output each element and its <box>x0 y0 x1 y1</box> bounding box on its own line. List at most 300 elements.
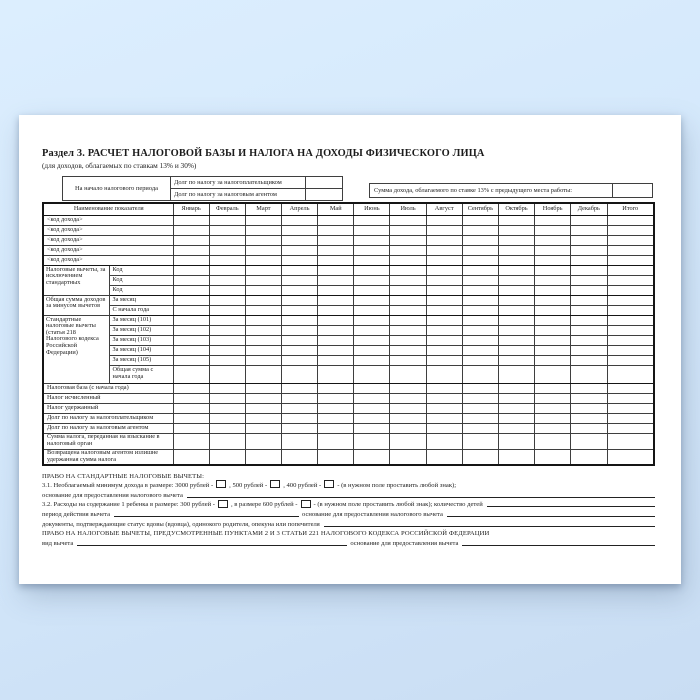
debt-agent-total-cell <box>607 423 654 433</box>
standard-deductions-row-3-month-6-cell <box>354 335 390 345</box>
header-boxes-row <box>42 176 658 201</box>
month-header-4: Апрель <box>281 203 317 215</box>
standard-deductions-row-6-month-4-cell <box>281 365 317 383</box>
income-code-month-8-cell <box>426 235 462 245</box>
tax-returned-by-agent-month-8-cell <box>426 449 462 465</box>
income-code-total-cell <box>607 215 654 225</box>
debt-agent-label: Долг по налогу за налоговым агентом <box>43 423 173 433</box>
tax-base-month-5-cell <box>318 383 354 393</box>
income-code-month-11-cell <box>535 235 571 245</box>
standard-deductions-row-1-month-3-cell <box>245 315 281 325</box>
tax-withheld-month-4-cell <box>281 403 317 413</box>
tax-base-month-10-cell <box>498 383 534 393</box>
standard-deductions-row-4-month-2-cell <box>209 345 245 355</box>
total-header-cell: Итого <box>607 203 654 215</box>
standard-deductions-row-2-month-12-cell <box>571 325 607 335</box>
line-3-2-text-2: , в размере 600 рублей - <box>231 501 298 509</box>
income-code-month-3-cell <box>245 245 281 255</box>
income-code-month-4-cell <box>281 235 317 245</box>
documents-blank-line <box>324 526 655 527</box>
tax-returned-by-agent-month-11-cell <box>535 449 571 465</box>
standard-deductions-row-2-month-10-cell <box>498 325 534 335</box>
tax-returned-by-agent-month-7-cell <box>390 449 426 465</box>
month-header-10: Октябрь <box>498 203 534 215</box>
income-code-month-8-cell <box>426 255 462 265</box>
period-start-label: На начало налогового периода <box>63 177 171 201</box>
income-minus-deductions-row-2-month-7-cell <box>390 305 426 315</box>
non-standard-deductions-row-1-month-9-cell <box>462 265 498 275</box>
non-standard-deductions-label: Налоговые вычеты, за исключением стандартных <box>43 265 109 295</box>
deduction-type-blank-line <box>77 545 347 546</box>
month-header-8: Август <box>426 203 462 215</box>
tax-assessed-month-12-cell <box>571 393 607 403</box>
income-code-month-1-cell <box>173 235 209 245</box>
income-minus-deductions-row-1-month-7-cell <box>390 295 426 305</box>
page-subtitle: (для доходов, облагаемых по ставкам 13% и 30%) <box>42 161 197 170</box>
month-header-12: Декабрь <box>571 203 607 215</box>
non-standard-deductions-row-2-month-5-cell <box>318 275 354 285</box>
income-minus-deductions-row-2-month-4-cell <box>281 305 317 315</box>
tax-returned-by-agent-total-cell <box>607 449 654 465</box>
income-minus-deductions-row-2-total-cell <box>607 305 654 315</box>
standard-deductions-row-5-month-4-cell <box>281 355 317 365</box>
income-minus-deductions-row-1-month-2-cell <box>209 295 245 305</box>
income-minus-deductions-label: Общая сумма доходов за минусом вычетов <box>43 295 109 315</box>
professional-deductions-heading: ПРАВО НА НАЛОГОВЫЕ ВЫЧЕТЫ, ПРЕДУСМОТРЕННЫЕ ПУНКТАМИ 2 И 3 СТАТЬИ 221 НАЛОГОВОГО КОДЕКСА РОССИЙСКОЙ ФЕДЕРАЦИИ <box>42 530 490 538</box>
non-standard-deductions-row-3-month-9-cell <box>462 285 498 295</box>
income-code-label: <код дохода> <box>43 235 173 245</box>
line-documents <box>42 518 658 528</box>
income-code-month-8-cell <box>426 225 462 235</box>
standard-deductions-row-3-month-4-cell <box>281 335 317 345</box>
income-code-month-6-cell <box>354 245 390 255</box>
standard-deductions-row-1-month-8-cell <box>426 315 462 325</box>
income-code-label: <код дохода> <box>43 255 173 265</box>
non-standard-deductions-row-3-month-4-cell <box>281 285 317 295</box>
checkbox-400-rub <box>324 480 334 488</box>
non-standard-deductions-row-3-month-11-cell <box>535 285 571 295</box>
income-code-month-4-cell <box>281 255 317 265</box>
income-code-month-10-cell <box>498 245 534 255</box>
non-standard-deductions-subrow-3-label: Код <box>109 285 173 295</box>
tax-base-month-11-cell <box>535 383 571 393</box>
checkbox-3000-rub <box>216 480 226 488</box>
standard-deductions-row-3-month-2-cell <box>209 335 245 345</box>
standard-deductions-row-5-month-7-cell <box>390 355 426 365</box>
deductions-section <box>42 470 658 547</box>
non-standard-deductions-row-2-month-4-cell <box>281 275 317 285</box>
debt-taxpayer-month-8-cell <box>426 413 462 423</box>
tax-withheld-month-1-cell <box>173 403 209 413</box>
tax-assessed-month-2-cell <box>209 393 245 403</box>
income-code-label: <код дохода> <box>43 215 173 225</box>
non-standard-deductions-row-1-month-1-cell <box>173 265 209 275</box>
standard-deductions-row-2-month-9-cell <box>462 325 498 335</box>
non-standard-deductions-row-2-month-7-cell <box>390 275 426 285</box>
tax-sent-for-collection-month-12-cell <box>571 433 607 449</box>
tax-base-month-8-cell <box>426 383 462 393</box>
debt-taxpayer-month-7-cell <box>390 413 426 423</box>
tax-assessed-month-5-cell <box>318 393 354 403</box>
tax-assessed-month-8-cell <box>426 393 462 403</box>
month-header-2: Февраль <box>209 203 245 215</box>
income-minus-deductions-row-2-month-10-cell <box>498 305 534 315</box>
standard-deductions-row-2-month-1-cell <box>173 325 209 335</box>
standard-deductions-row-6-month-8-cell <box>426 365 462 383</box>
debt-taxpayer-value-box <box>306 177 343 189</box>
standard-deductions-row-1-month-4-cell <box>281 315 317 325</box>
tax-withheld-month-9-cell <box>462 403 498 413</box>
tax-withheld-month-12-cell <box>571 403 607 413</box>
standard-deductions-row-5-month-3-cell <box>245 355 281 365</box>
basis-3-2-blank-line <box>447 516 655 517</box>
debt-agent-month-4-cell <box>281 423 317 433</box>
debt-taxpayer-month-1-cell <box>173 413 209 423</box>
income-code-month-7-cell <box>390 215 426 225</box>
income-code-month-10-cell <box>498 255 534 265</box>
non-standard-deductions-row-3-month-1-cell <box>173 285 209 295</box>
standard-deductions-row-5-month-5-cell <box>318 355 354 365</box>
non-standard-deductions-row-2-month-2-cell <box>209 275 245 285</box>
tax-returned-by-agent-month-9-cell <box>462 449 498 465</box>
line-3-2-text-1: 3.2. Расходы на содержание 1 ребенка в размере: 300 рублей - <box>42 501 215 509</box>
tax-base-month-4-cell <box>281 383 317 393</box>
tax-sent-for-collection-label: Сумма налога, переданная на взыскание в налоговый орган <box>43 433 173 449</box>
standard-deductions-row-5-month-10-cell <box>498 355 534 365</box>
debt-taxpayer-month-5-cell <box>318 413 354 423</box>
tax-withheld-month-5-cell <box>318 403 354 413</box>
period-label: период действия вычета <box>42 510 111 518</box>
opening-balance-table <box>62 176 343 201</box>
tax-returned-by-agent-label: Возвращена налоговым агентом излишне удержанная сумма налога <box>43 449 173 465</box>
debt-taxpayer-label: Долг по налогу за налогоплательщиком <box>171 177 306 189</box>
income-minus-deductions-row-1-month-1-cell <box>173 295 209 305</box>
standard-deductions-row-5-month-9-cell <box>462 355 498 365</box>
income-code-month-6-cell <box>354 235 390 245</box>
income-code-month-1-cell <box>173 215 209 225</box>
tax-assessed-month-4-cell <box>281 393 317 403</box>
income-code-month-2-cell <box>209 235 245 245</box>
standard-deductions-row-6-month-6-cell <box>354 365 390 383</box>
income-code-month-1-cell <box>173 245 209 255</box>
standard-deductions-row-6-month-9-cell <box>462 365 498 383</box>
income-code-month-12-cell <box>571 215 607 225</box>
tax-returned-by-agent-month-10-cell <box>498 449 534 465</box>
standard-deductions-row-5-month-1-cell <box>173 355 209 365</box>
standard-deductions-row-4-month-8-cell <box>426 345 462 355</box>
income-code-month-7-cell <box>390 225 426 235</box>
income-code-month-9-cell <box>462 225 498 235</box>
tax-withheld-total-cell <box>607 403 654 413</box>
tax-sent-for-collection-month-11-cell <box>535 433 571 449</box>
tax-base-month-9-cell <box>462 383 498 393</box>
debt-agent-month-3-cell <box>245 423 281 433</box>
income-code-month-3-cell <box>245 235 281 245</box>
income-code-month-2-cell <box>209 245 245 255</box>
standard-deductions-row-3-total-cell <box>607 335 654 345</box>
tax-withheld-month-10-cell <box>498 403 534 413</box>
tax-withheld-month-3-cell <box>245 403 281 413</box>
tax-sent-for-collection-month-6-cell <box>354 433 390 449</box>
income-minus-deductions-row-1-month-5-cell <box>318 295 354 305</box>
income-code-month-1-cell <box>173 255 209 265</box>
month-header-3: Март <box>245 203 281 215</box>
debt-taxpayer-month-12-cell <box>571 413 607 423</box>
income-minus-deductions-row-1-month-9-cell <box>462 295 498 305</box>
standard-deductions-row-5-month-6-cell <box>354 355 390 365</box>
month-header-6: Июнь <box>354 203 390 215</box>
page-title: Раздел 3. РАСЧЕТ НАЛОГОВОЙ БАЗЫ И НАЛОГА НА ДОХОДЫ ФИЗИЧЕСКОГО ЛИЦА <box>42 148 485 159</box>
debt-agent-month-1-cell <box>173 423 209 433</box>
checkbox-300-rub <box>218 500 228 508</box>
income-code-month-11-cell <box>535 245 571 255</box>
income-minus-deductions-row-2-month-8-cell <box>426 305 462 315</box>
debt-agent-month-11-cell <box>535 423 571 433</box>
tax-assessed-month-11-cell <box>535 393 571 403</box>
standard-deductions-row-5-month-11-cell <box>535 355 571 365</box>
standard-deductions-row-5-total-cell <box>607 355 654 365</box>
income-code-month-6-cell <box>354 255 390 265</box>
basis-3-2-label: основание для предоставления налогового вычета <box>302 510 443 518</box>
income-code-month-7-cell <box>390 255 426 265</box>
tax-returned-by-agent-month-6-cell <box>354 449 390 465</box>
debt-agent-month-9-cell <box>462 423 498 433</box>
income-minus-deductions-row-1-month-12-cell <box>571 295 607 305</box>
deduction-type-basis-blank-line <box>462 545 655 546</box>
standard-deductions-row-4-month-11-cell <box>535 345 571 355</box>
tax-returned-by-agent-month-4-cell <box>281 449 317 465</box>
standard-deductions-row-1-month-12-cell <box>571 315 607 325</box>
non-standard-deductions-row-3-month-6-cell <box>354 285 390 295</box>
non-standard-deductions-row-2-month-8-cell <box>426 275 462 285</box>
standard-deductions-row-4-month-4-cell <box>281 345 317 355</box>
standard-deductions-row-3-month-1-cell <box>173 335 209 345</box>
non-standard-deductions-subrow-1-label: Код <box>109 265 173 275</box>
income-minus-deductions-row-2-month-6-cell <box>354 305 390 315</box>
non-standard-deductions-row-2-total-cell <box>607 275 654 285</box>
income-minus-deductions-row-2-month-9-cell <box>462 305 498 315</box>
income-code-month-3-cell <box>245 225 281 235</box>
debt-taxpayer-month-3-cell <box>245 413 281 423</box>
tax-sent-for-collection-month-3-cell <box>245 433 281 449</box>
standard-deductions-row-4-month-3-cell <box>245 345 281 355</box>
standard-deductions-row-2-month-7-cell <box>390 325 426 335</box>
standard-deductions-row-2-month-2-cell <box>209 325 245 335</box>
standard-deductions-row-4-month-9-cell <box>462 345 498 355</box>
tax-base-month-7-cell <box>390 383 426 393</box>
line-3-1-text-2: , 500 рублей - <box>229 482 268 490</box>
income-code-total-cell <box>607 255 654 265</box>
standard-deductions-row-3-month-7-cell <box>390 335 426 345</box>
income-code-month-10-cell <box>498 225 534 235</box>
non-standard-deductions-row-3-month-3-cell <box>245 285 281 295</box>
income-code-month-6-cell <box>354 225 390 235</box>
tax-sent-for-collection-month-4-cell <box>281 433 317 449</box>
standard-deductions-row-6-month-11-cell <box>535 365 571 383</box>
non-standard-deductions-row-1-month-6-cell <box>354 265 390 275</box>
tax-sent-for-collection-month-8-cell <box>426 433 462 449</box>
tax-returned-by-agent-month-1-cell <box>173 449 209 465</box>
tax-returned-by-agent-month-5-cell <box>318 449 354 465</box>
standard-deductions-row-6-month-10-cell <box>498 365 534 383</box>
income-minus-deductions-row-2-month-1-cell <box>173 305 209 315</box>
documents-label: документы, подтверждающие статус вдовы (вдовца), одинокого родителя, опекуна или попечителя <box>42 520 320 528</box>
non-standard-deductions-row-2-month-6-cell <box>354 275 390 285</box>
income-code-month-5-cell <box>318 255 354 265</box>
tax-sent-for-collection-total-cell <box>607 433 654 449</box>
debt-agent-month-2-cell <box>209 423 245 433</box>
income-code-month-4-cell <box>281 215 317 225</box>
non-standard-deductions-row-2-month-1-cell <box>173 275 209 285</box>
standard-deductions-row-1-month-9-cell <box>462 315 498 325</box>
tax-assessed-total-cell <box>607 393 654 403</box>
tax-assessed-label: Налог исчисленный <box>43 393 173 403</box>
debt-taxpayer-month-9-cell <box>462 413 498 423</box>
tax-sent-for-collection-month-5-cell <box>318 433 354 449</box>
income-code-month-3-cell <box>245 215 281 225</box>
line-3-1-text-4: - (в нужном поле проставить любой знак); <box>337 482 457 490</box>
tax-withheld-month-7-cell <box>390 403 426 413</box>
non-standard-deductions-row-2-month-11-cell <box>535 275 571 285</box>
standard-deductions-row-1-month-2-cell <box>209 315 245 325</box>
standard-deductions-row-6-month-7-cell <box>390 365 426 383</box>
standard-deductions-row-2-month-6-cell <box>354 325 390 335</box>
form-page <box>19 115 681 584</box>
tax-sent-for-collection-month-10-cell <box>498 433 534 449</box>
deduction-type-label: вид вычета <box>42 539 74 547</box>
income-code-total-cell <box>607 225 654 235</box>
income-code-month-7-cell <box>390 235 426 245</box>
income-code-month-12-cell <box>571 245 607 255</box>
standard-deductions-row-2-month-11-cell <box>535 325 571 335</box>
standard-deductions-row-3-month-12-cell <box>571 335 607 345</box>
standard-deductions-row-3-month-9-cell <box>462 335 498 345</box>
debt-agent-month-7-cell <box>390 423 426 433</box>
income-code-month-2-cell <box>209 225 245 235</box>
income-code-month-9-cell <box>462 255 498 265</box>
standard-deductions-row-1-month-5-cell <box>318 315 354 325</box>
debt-taxpayer-month-4-cell <box>281 413 317 423</box>
income-code-month-1-cell <box>173 225 209 235</box>
income-code-month-11-cell <box>535 215 571 225</box>
tax-withheld-month-11-cell <box>535 403 571 413</box>
non-standard-deductions-row-1-month-2-cell <box>209 265 245 275</box>
income-code-month-5-cell <box>318 245 354 255</box>
tax-assessed-month-7-cell <box>390 393 426 403</box>
tax-returned-by-agent-month-2-cell <box>209 449 245 465</box>
standard-deductions-row-6-total-cell <box>607 365 654 383</box>
non-standard-deductions-row-3-month-12-cell <box>571 285 607 295</box>
debt-taxpayer-month-10-cell <box>498 413 534 423</box>
tax-sent-for-collection-month-2-cell <box>209 433 245 449</box>
tax-sent-for-collection-month-1-cell <box>173 433 209 449</box>
non-standard-deductions-row-2-month-10-cell <box>498 275 534 285</box>
income-minus-deductions-row-2-month-12-cell <box>571 305 607 315</box>
income-code-month-4-cell <box>281 245 317 255</box>
standard-deductions-row-2-month-3-cell <box>245 325 281 335</box>
income-code-month-2-cell <box>209 215 245 225</box>
debt-agent-label: Долг по налогу за налоговым агентом <box>171 189 306 201</box>
standard-deductions-row-2-month-4-cell <box>281 325 317 335</box>
tax-withheld-month-2-cell <box>209 403 245 413</box>
non-standard-deductions-row-1-month-4-cell <box>281 265 317 275</box>
debt-taxpayer-total-cell <box>607 413 654 423</box>
line-3-1-text-1: 3.1. Необлагаемый минимум дохода в размере: 3000 рублей - <box>42 482 214 490</box>
income-minus-deductions-row-2-month-3-cell <box>245 305 281 315</box>
debt-agent-month-12-cell <box>571 423 607 433</box>
standard-deductions-row-6-month-3-cell <box>245 365 281 383</box>
non-standard-deductions-row-1-month-11-cell <box>535 265 571 275</box>
tax-base-label: Налоговая база (с начала года) <box>43 383 173 393</box>
tax-assessed-month-1-cell <box>173 393 209 403</box>
debt-agent-month-6-cell <box>354 423 390 433</box>
standard-deductions-subrow-5-label: За месяц (105) <box>109 355 173 365</box>
tax-base-month-2-cell <box>209 383 245 393</box>
month-header-1: Январь <box>173 203 209 215</box>
income-code-month-11-cell <box>535 255 571 265</box>
income-code-month-9-cell <box>462 235 498 245</box>
standard-deductions-row-5-month-2-cell <box>209 355 245 365</box>
previous-income-value-box <box>613 184 653 198</box>
line-3-1-text-3: , 400 рублей - <box>283 482 322 490</box>
income-minus-deductions-subrow-1-label: За месяц <box>109 295 173 305</box>
income-code-month-5-cell <box>318 235 354 245</box>
standard-deductions-row-1-month-7-cell <box>390 315 426 325</box>
tax-withheld-label: Налог удержанный <box>43 403 173 413</box>
non-standard-deductions-row-2-month-3-cell <box>245 275 281 285</box>
standard-deductions-row-3-month-11-cell <box>535 335 571 345</box>
standard-deductions-row-4-total-cell <box>607 345 654 355</box>
standard-deductions-row-3-month-3-cell <box>245 335 281 345</box>
non-standard-deductions-row-1-month-12-cell <box>571 265 607 275</box>
standard-deductions-label: Стандартные налоговые вычеты (статья 218 Налогового кодекса Российской Федерации) <box>43 315 109 383</box>
income-minus-deductions-row-1-month-10-cell <box>498 295 534 305</box>
standard-deductions-subrow-4-label: За месяц (104) <box>109 345 173 355</box>
standard-deductions-row-5-month-12-cell <box>571 355 607 365</box>
tax-assessed-month-3-cell <box>245 393 281 403</box>
non-standard-deductions-row-3-month-10-cell <box>498 285 534 295</box>
debt-taxpayer-month-2-cell <box>209 413 245 423</box>
line-deduction-type <box>42 537 658 547</box>
standard-deductions-row-1-month-11-cell <box>535 315 571 325</box>
basis-3-1-label: основание для предоставления налогового вычета <box>42 491 183 499</box>
income-code-month-2-cell <box>209 255 245 265</box>
debt-taxpayer-month-11-cell <box>535 413 571 423</box>
tax-base-month-3-cell <box>245 383 281 393</box>
tax-assessed-month-9-cell <box>462 393 498 403</box>
tax-calculation-table <box>42 202 655 466</box>
tax-withheld-month-6-cell <box>354 403 390 413</box>
month-header-5: Май <box>318 203 354 215</box>
income-code-month-8-cell <box>426 245 462 255</box>
deduction-type-basis-label: основание для предоставления вычета <box>350 539 459 547</box>
standard-deductions-row-4-month-6-cell <box>354 345 390 355</box>
income-code-total-cell <box>607 245 654 255</box>
income-code-label: <код дохода> <box>43 245 173 255</box>
tax-assessed-month-6-cell <box>354 393 390 403</box>
income-minus-deductions-subrow-2-label: С начала года <box>109 305 173 315</box>
income-code-month-11-cell <box>535 225 571 235</box>
standard-deductions-row-1-month-1-cell <box>173 315 209 325</box>
non-standard-deductions-row-3-month-7-cell <box>390 285 426 295</box>
income-minus-deductions-row-1-month-11-cell <box>535 295 571 305</box>
tax-base-month-12-cell <box>571 383 607 393</box>
income-code-month-6-cell <box>354 215 390 225</box>
tax-base-month-6-cell <box>354 383 390 393</box>
debt-agent-month-8-cell <box>426 423 462 433</box>
checkbox-600-rub <box>301 500 311 508</box>
non-standard-deductions-row-1-month-3-cell <box>245 265 281 275</box>
